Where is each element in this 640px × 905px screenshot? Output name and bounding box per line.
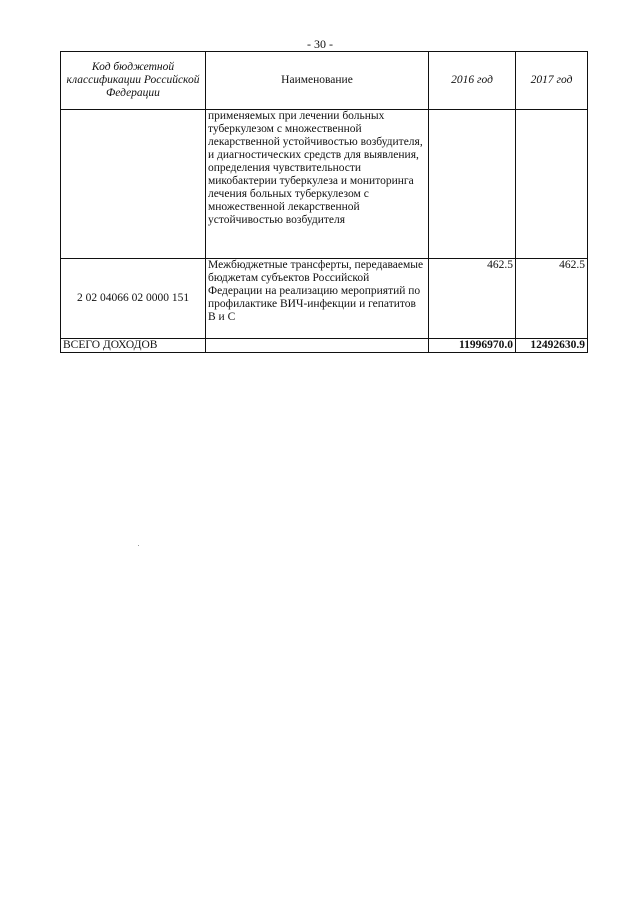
scan-speck (138, 545, 139, 546)
table-header-row (61, 52, 588, 110)
cell-code (61, 110, 206, 259)
cell-name: применяемых при лечении больных туберкулезом с множественной лекарственной устойчивостью возбудителя, и диагностических средств для выявления, определения чувствительности микобактерии туберкулеза и мониторинга лечения больных туберкулезом с множественной лекарственной устойчивостью возбудителя (206, 110, 429, 259)
cell-code: 2 02 04066 02 0000 151 (61, 259, 206, 339)
header-year-2017: 2017 год (516, 52, 588, 110)
cell-year-2017: 462.5 (516, 259, 588, 339)
table-row (61, 110, 588, 259)
cell-year-2016: 462.5 (429, 259, 516, 339)
header-code: Код бюджетной классификации Российской Федерации (61, 52, 206, 110)
total-label: ВСЕГО ДОХОДОВ (61, 339, 206, 353)
table-row (61, 259, 588, 339)
total-name (206, 339, 429, 353)
page-number: - 30 - (307, 37, 333, 51)
header-year-2016: 2016 год (429, 52, 516, 110)
total-year-2016: 11996970.0 (429, 339, 516, 353)
cell-year-2016 (429, 110, 516, 259)
cell-name: Межбюджетные трансферты, передаваемые бюджетам субъектов Российской Федерации на реализацию мероприятий по профилактике ВИЧ-инфекции и гепатитов В и С (206, 259, 429, 339)
total-year-2017: 12492630.9 (516, 339, 588, 353)
header-name: Наименование (206, 52, 429, 110)
total-row (61, 339, 588, 353)
budget-table (60, 51, 588, 353)
cell-year-2017 (516, 110, 588, 259)
